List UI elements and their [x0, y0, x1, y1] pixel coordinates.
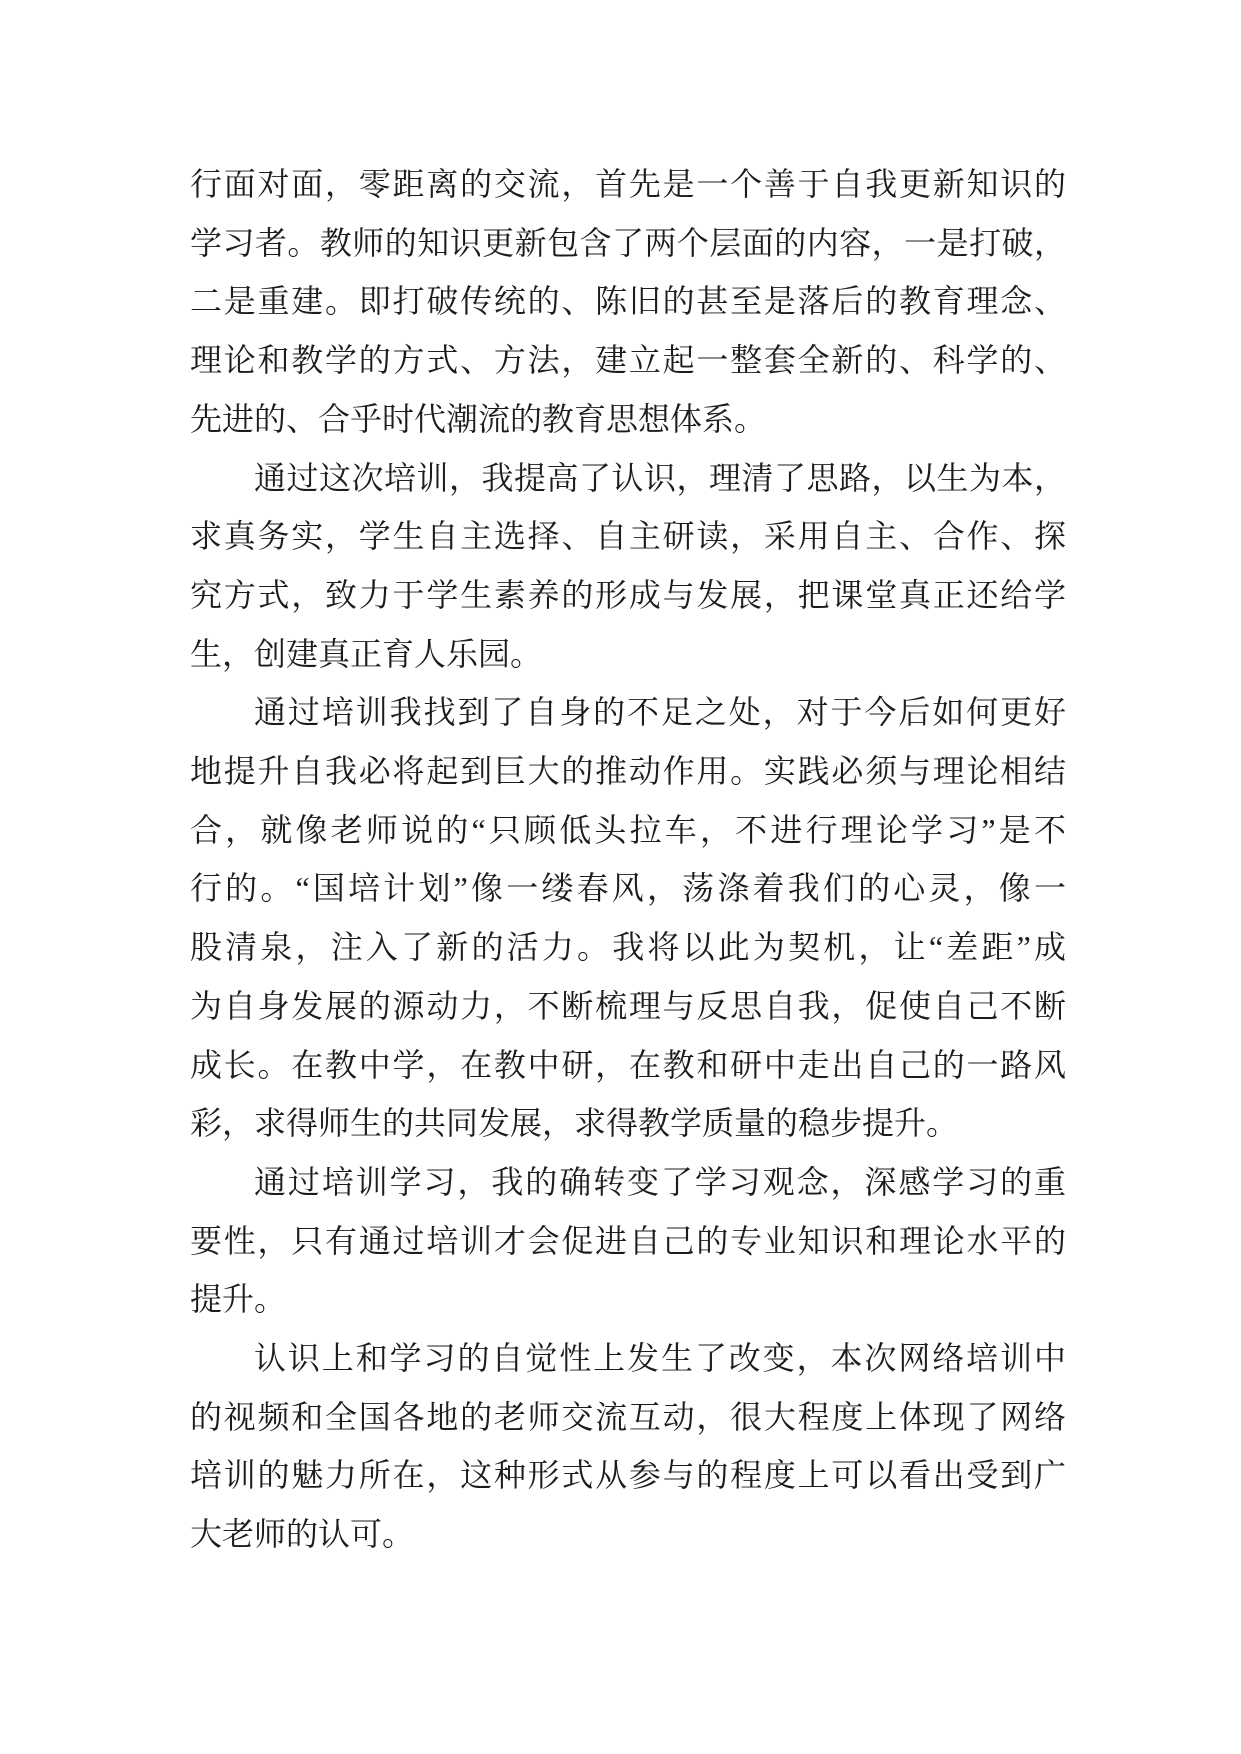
text-line: 股清泉，注入了新的活力。我将以此为契机，让“差距”成	[190, 929, 1066, 966]
paragraph	[190, 1153, 1066, 1329]
text-line: 通过培训学习，我的确转变了学习观念，深感学习的重	[254, 1163, 1066, 1200]
text-line: 生，创建真正育人乐园。	[190, 635, 543, 672]
document-text-block	[190, 155, 1066, 1564]
text-line: 先进的、合乎时代潮流的教育思想体系。	[190, 400, 767, 437]
text-line: 的视频和全国各地的老师交流互动，很大程度上体现了网络	[190, 1398, 1066, 1435]
text-line: 行面对面，零距离的交流，首先是一个善于自我更新知识的	[190, 166, 1066, 202]
paragraph	[190, 155, 1066, 449]
text-line: 行的。“国培计划”像一缕春风，荡涤着我们的心灵，像一	[190, 870, 1066, 907]
text-line: 彩，求得师生的共同发展，求得教学质量的稳步提升。	[190, 1105, 959, 1142]
paragraph	[190, 449, 1066, 684]
text-line: 合，就像老师说的“只顾低头拉车，不进行理论学习”是不	[190, 811, 1066, 848]
text-line: 提升。	[190, 1281, 287, 1318]
paragraph	[190, 683, 1066, 1153]
text-line: 求真务实，学生自主选择、自主研读，采用自主、合作、探	[190, 518, 1066, 555]
text-line: 认识上和学习的自觉性上发生了改变，本次网络培训中	[254, 1340, 1066, 1377]
text-line: 究方式，致力于学生素养的形成与发展，把课堂真正还给学	[190, 576, 1066, 613]
text-line: 通过这次培训，我提高了认识，理清了思路，以生为本，	[254, 459, 1066, 496]
text-line: 二是重建。即打破传统的、陈旧的甚至是落后的教育理念、	[190, 283, 1066, 320]
text-line: 大老师的认可。	[190, 1516, 415, 1553]
text-line: 要性，只有通过培训才会促进自己的专业知识和理论水平的	[190, 1222, 1066, 1259]
text-line: 通过培训我找到了自身的不足之处，对于今后如何更好	[254, 694, 1066, 731]
text-line: 培训的魅力所在，这种形式从参与的程度上可以看出受到广	[190, 1457, 1066, 1494]
text-line: 地提升自我必将起到巨大的推动作用。实践必须与理论相结	[190, 753, 1066, 790]
paragraph	[190, 1329, 1066, 1564]
text-line: 成长。在教中学，在教中研，在教和研中走出自己的一路风	[190, 1046, 1066, 1083]
text-line: 为自身发展的源动力，不断梳理与反思自我，促使自己不断	[190, 987, 1066, 1024]
text-line: 学习者。教师的知识更新包含了两个层面的内容，一是打破，	[190, 224, 1066, 261]
text-line: 理论和教学的方式、方法，建立起一整套全新的、科学的、	[190, 342, 1066, 379]
